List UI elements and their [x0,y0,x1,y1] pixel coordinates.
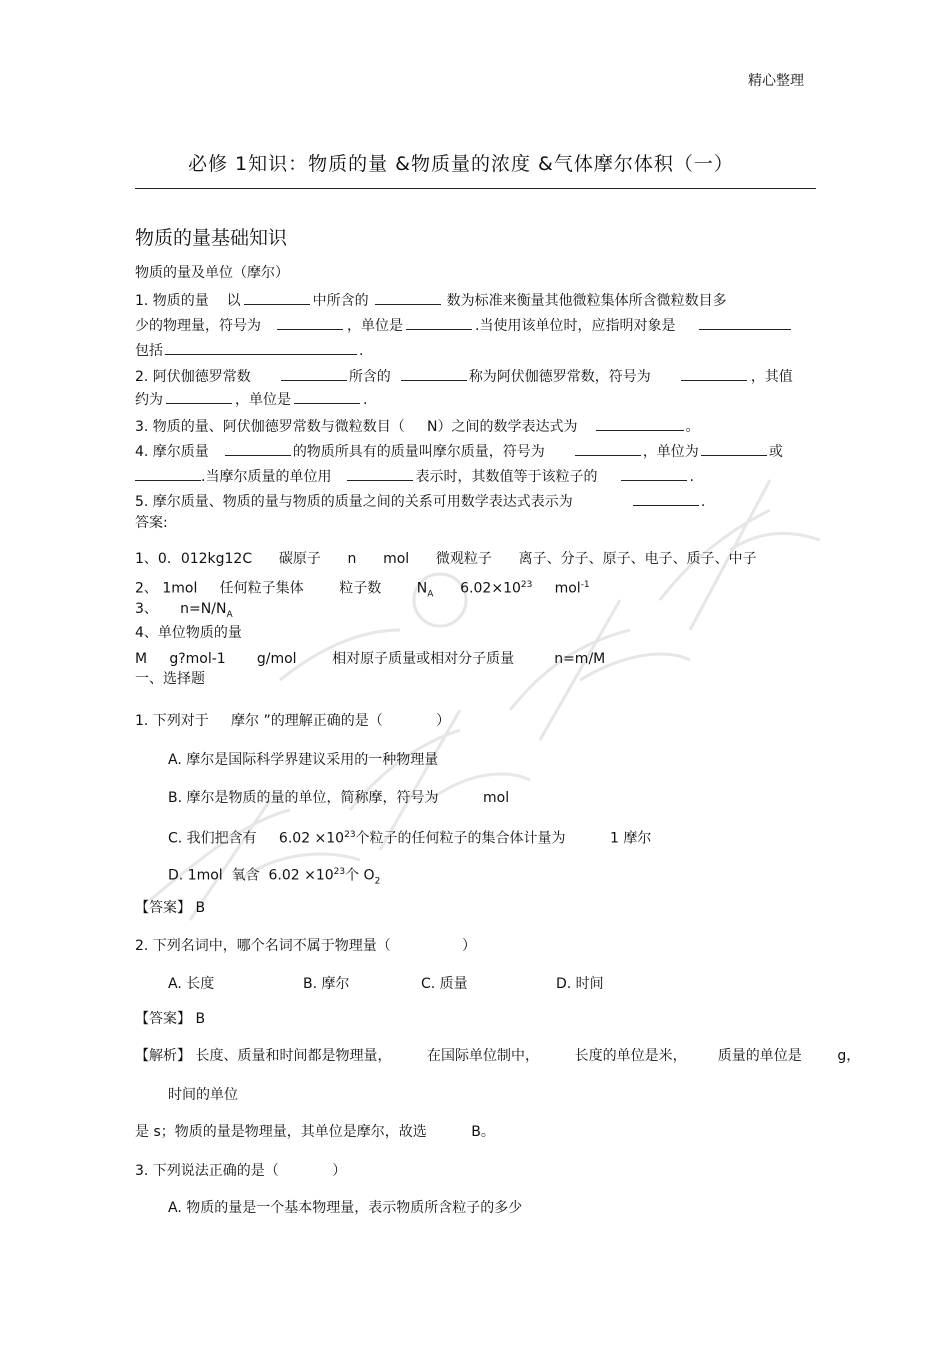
blank[interactable] [135,467,201,481]
mc1-answer: 【答案】 B [135,900,206,916]
blank[interactable] [406,316,472,330]
blank[interactable] [244,291,310,305]
mc2-analysis-line-3: 是 s；物质的量是物理量，其单位是摩尔，故选 B。 [135,1124,495,1140]
question-5: 5. 摩尔质量、物质的量与物质的质量之间的关系可用数学表达式表示为 . [135,494,706,510]
blank[interactable] [166,390,232,404]
blank[interactable] [401,367,467,381]
header-tag: 精心整理 [748,73,804,89]
answer-3: 3、 $n=N/N_A$ [135,601,233,620]
mc1-option-b[interactable]: B. 摩尔是物质的量的单位，简称摩，符号为 mol [168,790,510,806]
question-4-line-1: 4. 摩尔质量 的物质所具有的质量叫摩尔质量，符号为 ，单位为 或 [135,444,783,460]
answer-1: 1、0．012kg12C 碳原子 n mol 微观粒子 离子、分子、原子、电子、质子、中子 [135,551,757,567]
question-1-line-3: 包括 . [135,343,364,359]
mc1-option-c[interactable]: C. 我们把含有 $6.02 \times 10^{23}$个粒子的任何粒子的集合体计量为 1 摩尔 [168,830,652,847]
answer-4: 4、单位物质的量 [135,625,242,641]
blank[interactable] [699,316,791,330]
answer-2: 2、 1mol 任何粒子集体 粒子数 $N_A$ $6.02\times 10^{23}$ mol$^{-1}$ [135,580,590,600]
blank[interactable] [701,442,767,456]
mc3-option-a[interactable]: A. 物质的量是一个基本物理量，表示物质所含粒子的多少 [168,1200,523,1216]
blank[interactable] [375,291,441,305]
question-4-line-2: .当摩尔质量的单位用 表示时，其数值等于该粒子的 . [135,467,694,486]
blank[interactable] [165,341,357,355]
blank[interactable] [633,492,699,506]
blank[interactable] [281,367,347,381]
subsection-title: 物质的量及单位（摩尔） [135,265,289,281]
section-title: 物质的量基础知识 [135,227,288,249]
mc2-option-d[interactable]: D. 时间 [556,976,604,992]
title-divider [135,188,816,189]
blank[interactable] [277,316,343,330]
mc2-analysis-line-1: 【解析】 长度、质量和时间都是物理量， 在国际单位制中， 长度的单位是米， 质量的单位是 g， [135,1048,861,1064]
blank[interactable] [294,390,360,404]
blank[interactable] [347,467,413,481]
mc2-analysis-line-2: 时间的单位 [168,1087,238,1103]
blank[interactable] [621,467,687,481]
blank[interactable] [225,442,291,456]
mc1-option-a[interactable]: A. 摩尔是国际科学界建议采用的一种物理量 [168,752,439,768]
answer-label: 答案: [135,515,168,531]
mc-question-2: 2. 下列名词中，哪个名词不属于物理量（ ） [135,938,477,954]
blank[interactable] [681,367,747,381]
page-title: 必修 1知识：物质的量 &物质量的浓度 &气体摩尔体积（一） [188,153,734,175]
answer-4-detail: M g?mol-1 g/mol 相对原子质量或相对分子质量 n=m/M [135,651,606,667]
question-3: 3. 物质的量、阿伏伽德罗常数与微粒数目（ N）之间的数学表达式为 。 [135,419,700,435]
mc1-option-d[interactable]: D. 1mol 氧含 $6.02 \times 10^{23}$个 $O_2$ [168,867,381,887]
blank[interactable] [596,417,684,431]
mc-question-3: 3. 下列说法正确的是（ ） [135,1163,347,1179]
mc2-answer: 【答案】 B [135,1011,206,1027]
part-1-title: 一、选择题 [135,671,205,687]
mc2-option-b[interactable]: B. 摩尔 [303,976,350,992]
mc-question-1: 1. 下列对于 摩尔 ”的理解正确的是（ ） [135,713,451,729]
question-1-line-2: 少的物理量，符号为 ，单位是 .当使用该单位时，应指明对象是 [135,316,791,335]
blank[interactable] [575,442,641,456]
question-2-line-1: 2. 阿伏伽德罗常数 所含的 称为阿伏伽德罗常数，符号为 ，其值 [135,369,793,385]
mc2-option-c[interactable]: C. 质量 [421,976,468,992]
mc2-option-a[interactable]: A. 长度 [168,976,215,992]
question-2-line-2: 约为 ，单位是 . [135,392,368,408]
question-1-line-1: 1. 物质的量 以 中所含的 数为标准来衡量其他微粒集体所含微粒数目多 [135,293,727,309]
